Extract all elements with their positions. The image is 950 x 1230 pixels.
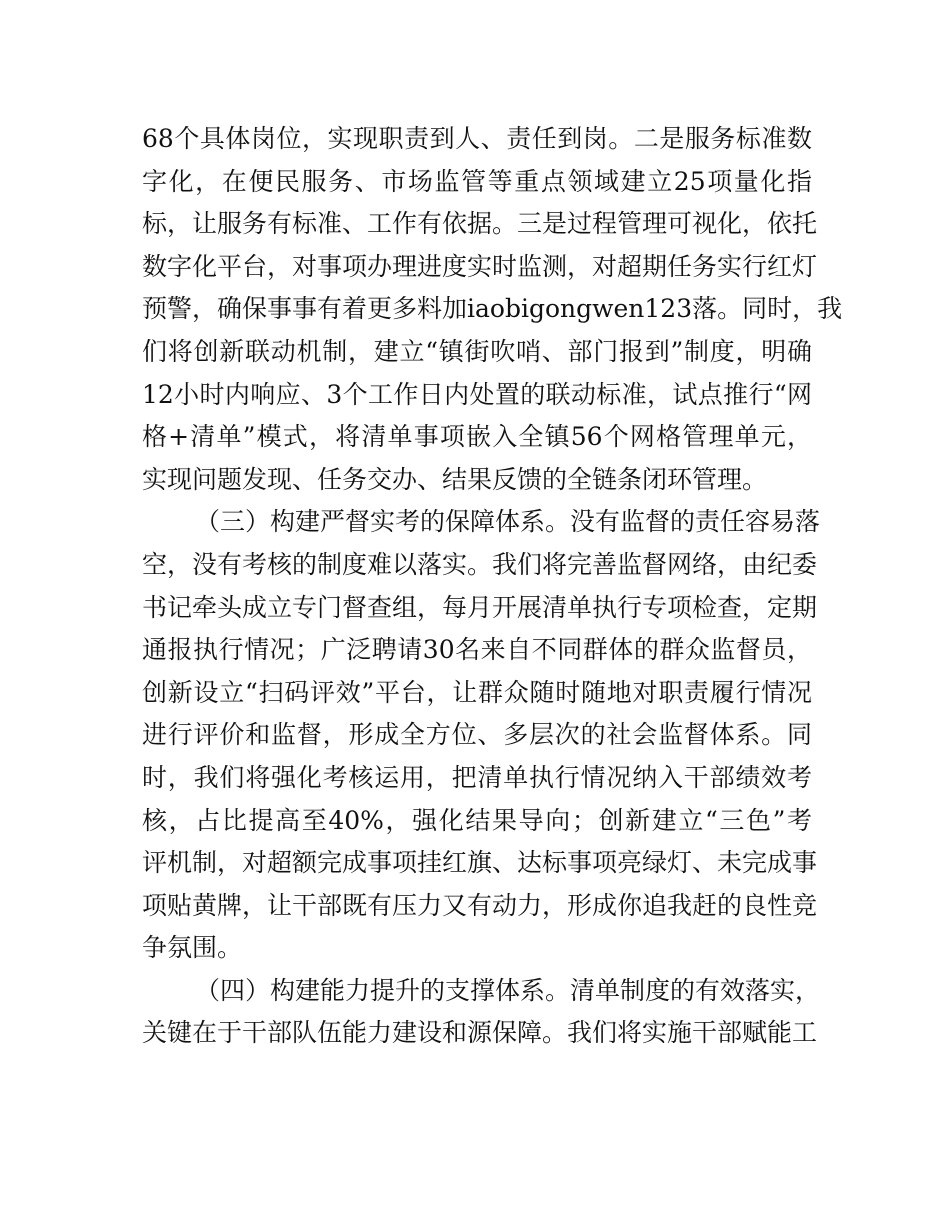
text-line: 评机制，对超额完成事项挂红旗、达标事项亮绿灯、未完成事	[142, 848, 818, 878]
text-line: 实现问题发现、任务交办、结果反馈的全链条闭环管理。	[142, 464, 768, 494]
text-line: 书记牵头成立专门督查组，每月开展清单执行专项检查，定期	[142, 592, 818, 622]
paragraph-section-three	[142, 501, 821, 970]
text-line: 标，让服务有标准、工作有依据。三是过程管理可视化，依托	[142, 209, 818, 239]
section-heading-line: （四）构建能力提升的支撑体系。清单制度的有效落实，	[195, 975, 821, 1005]
text-line: 项贴黄牌，让干部既有压力又有动力，形成你追我赶的良性竞	[142, 890, 818, 920]
text-line: 创新设立“扫码评效”平台，让群众随时随地对职责履行情况	[142, 677, 812, 707]
text-line: 字化，在便民服务、市场监管等重点领域建立25项量化指	[142, 166, 812, 196]
text-line: 们将创新联动机制，建立“镇街吹哨、部门报到”制度，明确	[142, 336, 812, 366]
text-line: 68个具体岗位，实现职责到人、责任到岗。二是服务标准数	[142, 124, 812, 153]
text-line: 进行评价和监督，形成全方位、多层次的社会监督体系。同	[142, 720, 812, 750]
text-line: 关键在于干部队伍能力建设和源保障。我们将实施干部赋能工	[142, 1018, 818, 1048]
text-line: 12小时内响应、3个工作日内处置的联动标准，试点推行“网	[142, 379, 812, 409]
text-line: 数字化平台，对事项办理进度实时监测，对超期任务实行红灯	[142, 251, 818, 281]
paragraph-continuation	[142, 118, 843, 501]
paragraph-section-four	[142, 970, 821, 1055]
text-line: 时，我们将强化考核运用，把清单执行情况纳入干部绩效考	[142, 762, 812, 792]
section-heading-line: （三）构建严督实考的保障体系。没有监督的责任容易落	[195, 507, 821, 537]
text-line: 核，占比提高至40%，强化结果导向；创新建立“三色”考	[142, 805, 812, 835]
text-line: 争氛围。	[142, 933, 243, 963]
text-line: 预警，确保事事有着更多料加iaobigongwen123落。同时，我	[142, 294, 843, 324]
text-line: 空，没有考核的制度难以落实。我们将完善监督网络，由纪委	[142, 549, 818, 579]
text-line: 格+清单”模式，将清单事项嵌入全镇56个网格管理单元，	[142, 422, 812, 452]
document-body	[142, 118, 843, 1055]
text-line: 通报执行情况；广泛聘请30名来自不同群体的群众监督员，	[142, 635, 812, 665]
